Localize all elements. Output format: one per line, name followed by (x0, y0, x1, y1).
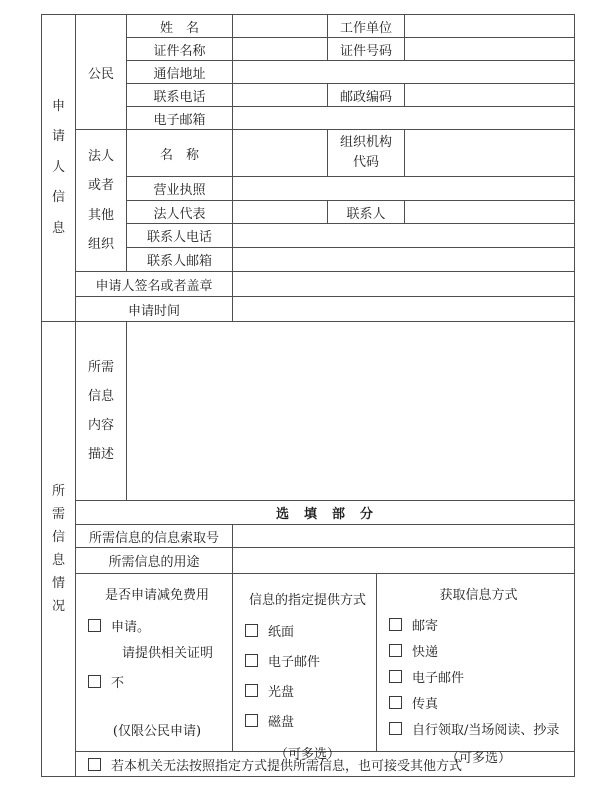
option-obtain-self[interactable] (389, 719, 568, 738)
spacer (88, 702, 226, 718)
legal-entity-label: 法人或者其他组织 (88, 149, 115, 252)
provide-method-group (233, 574, 376, 762)
field-label-postal-code: 邮政编码 (328, 84, 405, 107)
field-label-purpose: 所需信息的用途 (76, 548, 233, 574)
field-label-org-name: 名 称 (127, 130, 233, 177)
option-fee-decline[interactable] (88, 672, 226, 691)
checkbox-obtain-express[interactable] (389, 644, 402, 657)
checkbox-obtain-email[interactable] (389, 670, 402, 683)
field-label-work-unit: 工作单位 (328, 15, 405, 38)
input-id-name[interactable] (233, 38, 328, 61)
field-label-business-license: 营业执照 (127, 177, 233, 201)
checkbox-obtain-mail[interactable] (389, 618, 402, 631)
provide-method-footnote: （可多选） (274, 747, 340, 762)
option-obtain-email-label: 电子邮件 (412, 671, 465, 686)
option-obtain-express[interactable] (389, 641, 568, 660)
fallback-option-label: 若本机关无法按照指定方式提供所需信息，也可接受其他方式 (111, 758, 463, 774)
field-label-address: 通信地址 (127, 61, 233, 84)
input-email[interactable] (233, 107, 575, 130)
input-address[interactable] (233, 61, 575, 84)
checkbox-obtain-self[interactable] (389, 722, 402, 735)
option-obtain-fax[interactable] (389, 693, 568, 712)
option-fee-apply-label: 申请。 (111, 620, 151, 635)
section-label-applicant-info (42, 15, 76, 322)
checkbox-accept-other[interactable] (88, 758, 101, 771)
input-purpose[interactable] (233, 548, 575, 574)
input-name[interactable] (233, 15, 328, 38)
provide-method-title: 信息的指定提供方式 (248, 593, 366, 608)
option-provide-paper-label: 纸面 (268, 625, 295, 640)
obtain-method-title: 获取信息方式 (439, 588, 518, 603)
application-form-table (41, 14, 575, 777)
option-provide-email[interactable] (245, 651, 370, 670)
option-obtain-self-label: 自行领取/当场阅读、抄录 (412, 723, 560, 738)
field-label-apply-time: 申请时间 (76, 297, 233, 322)
field-label-phone: 联系电话 (127, 84, 233, 107)
option-provide-disk[interactable] (245, 711, 370, 730)
input-index-number[interactable] (233, 525, 575, 548)
required-info-vertical-label: 所需信息情况 (52, 483, 66, 615)
option-provide-disk-label: 磁盘 (268, 715, 295, 730)
field-label-name: 姓 名 (127, 15, 233, 38)
fee-waiver-cell (76, 574, 233, 752)
input-org-code[interactable] (405, 130, 575, 177)
citizen-label: 公民 (87, 66, 114, 82)
input-contact-person[interactable] (405, 201, 575, 224)
option-obtain-mail[interactable] (389, 615, 568, 634)
option-fee-apply[interactable] (88, 616, 226, 635)
input-description[interactable] (127, 322, 575, 501)
field-label-legal-rep: 法人代表 (127, 201, 233, 224)
input-apply-time[interactable] (233, 297, 575, 322)
fee-apply-note: 请提供相关证明 (121, 646, 213, 661)
option-obtain-email[interactable] (389, 667, 568, 686)
fee-waiver-title: 是否申请减免费用 (104, 588, 209, 603)
input-work-unit[interactable] (405, 15, 575, 38)
option-obtain-express-label: 快递 (412, 645, 439, 660)
field-label-contact-person: 联系人 (328, 201, 405, 224)
checkbox-obtain-fax[interactable] (389, 696, 402, 709)
optional-section-header: 选 填 部 分 (76, 501, 575, 525)
checkbox-provide-paper[interactable] (245, 624, 258, 637)
option-fee-decline-label: 不 (111, 676, 125, 691)
input-legal-rep[interactable] (233, 201, 328, 224)
checkbox-provide-disk[interactable] (245, 714, 258, 727)
obtain-method-cell (377, 574, 575, 766)
option-provide-paper[interactable] (245, 621, 370, 640)
fee-waiver-footnote: (仅限公民申请) (112, 724, 202, 739)
checkbox-fee-apply[interactable] (88, 619, 101, 632)
input-business-license[interactable] (233, 177, 575, 201)
group-label-legal-entity (76, 130, 127, 272)
input-org-name[interactable] (233, 130, 328, 177)
field-label-index-number: 所需信息的信息索取号 (76, 525, 233, 548)
field-label-email: 电子邮箱 (127, 107, 233, 130)
input-postal-code[interactable] (405, 84, 575, 107)
field-label-id-name: 证件名称 (127, 38, 233, 61)
field-label-contact-phone: 联系人电话 (127, 224, 233, 248)
provide-method-cell (233, 574, 377, 762)
input-contact-email[interactable] (233, 248, 575, 272)
input-phone[interactable] (233, 84, 328, 107)
option-obtain-fax-label: 传真 (412, 697, 439, 712)
field-label-contact-email: 联系人邮箱 (127, 248, 233, 272)
option-obtain-mail-label: 邮寄 (412, 619, 439, 634)
input-signature[interactable] (233, 272, 575, 297)
applicant-info-vertical-label: 申请人信息 (52, 98, 66, 236)
group-label-citizen (76, 15, 127, 130)
input-id-number[interactable] (405, 38, 575, 61)
checkbox-provide-email[interactable] (245, 654, 258, 667)
field-label-id-number: 证件号码 (328, 38, 405, 61)
field-label-org-code: 组织机构代码 (328, 130, 405, 177)
obtain-method-group (377, 574, 574, 766)
field-label-description: 所需信息内容描述 (76, 322, 127, 501)
option-provide-email-label: 电子邮件 (268, 655, 321, 670)
checkbox-fee-decline[interactable] (88, 675, 101, 688)
option-provide-cd[interactable] (245, 681, 370, 700)
input-contact-phone[interactable] (233, 224, 575, 248)
field-label-signature: 申请人签名或者盖章 (76, 272, 233, 297)
option-provide-cd-label: 光盘 (268, 685, 295, 700)
fee-waiver-group (76, 574, 232, 751)
section-label-required-info (42, 322, 76, 777)
obtain-method-footnote: （可多选） (446, 751, 512, 766)
checkbox-provide-cd[interactable] (245, 684, 258, 697)
